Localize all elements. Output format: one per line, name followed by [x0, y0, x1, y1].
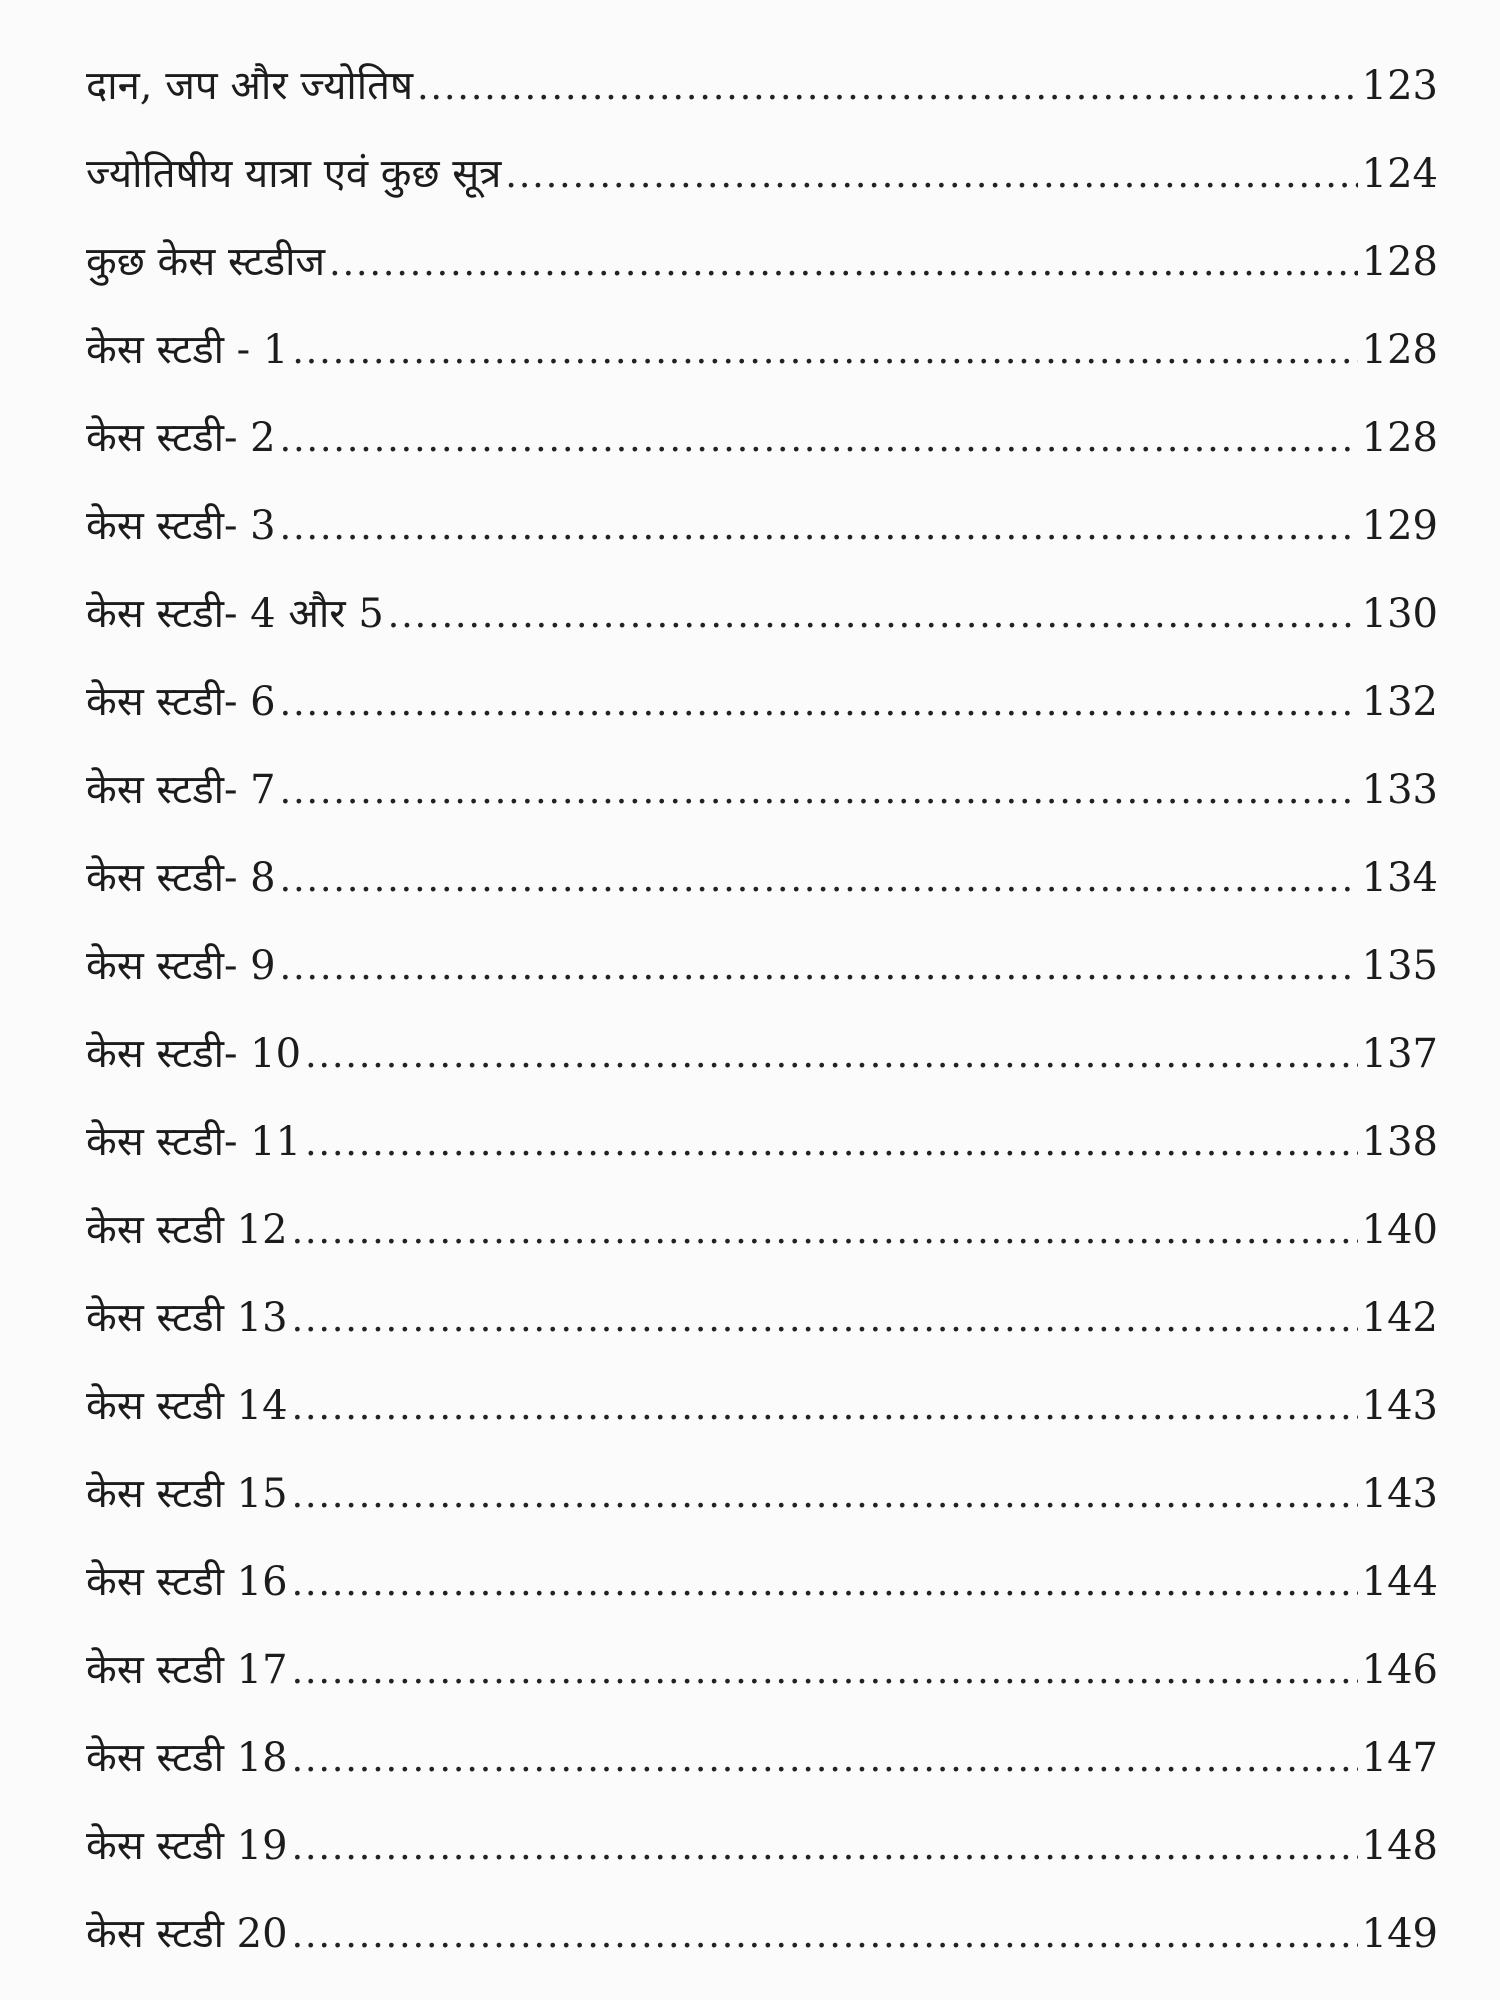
toc-entry: [86, 1890, 1438, 1978]
toc-entry: [86, 746, 1438, 834]
dot-leader: [505, 132, 1357, 220]
toc-entry-page: 130: [1361, 591, 1438, 637]
toc-entry-title: केस स्टडी 15: [86, 1471, 288, 1517]
toc-entry-title: केस स्टडी- 3: [86, 503, 276, 549]
toc-entry: [86, 482, 1438, 570]
toc-entry-page: 148: [1361, 1823, 1438, 1869]
toc-entry-page: 128: [1361, 327, 1438, 373]
toc-entry: [86, 1274, 1438, 1362]
dot-leader: [280, 748, 1358, 836]
toc-entry-title: केस स्टडी 16: [86, 1559, 288, 1605]
toc-entry: [86, 218, 1438, 306]
dot-leader: [292, 1364, 1358, 1452]
toc-entry-title: केस स्टडी 20: [86, 1911, 288, 1957]
dot-leader: [305, 1100, 1358, 1188]
table-of-contents: [86, 42, 1438, 1978]
toc-entry: [86, 1626, 1438, 1714]
toc-entry-title: केस स्टडी - 1: [86, 327, 289, 373]
toc-entry-title: केस स्टडी 19: [86, 1823, 288, 1869]
toc-entry: [86, 394, 1438, 482]
toc-entry-page: 137: [1361, 1031, 1438, 1077]
toc-entry: [86, 1010, 1438, 1098]
toc-entry-title: केस स्टडी 13: [86, 1295, 288, 1341]
dot-leader: [292, 1716, 1358, 1804]
toc-entry: [86, 42, 1438, 130]
toc-entry-title: केस स्टडी- 2: [86, 415, 276, 461]
dot-leader: [292, 308, 1357, 396]
dot-leader: [292, 1540, 1358, 1628]
toc-entry-page: 138: [1361, 1119, 1438, 1165]
toc-entry-title: कुछ केस स्टडीज: [86, 239, 326, 285]
toc-entry-page: 140: [1361, 1207, 1438, 1253]
toc-entry: [86, 1450, 1438, 1538]
dot-leader: [388, 572, 1358, 660]
toc-entry: [86, 570, 1438, 658]
toc-entry: [86, 1186, 1438, 1274]
toc-entry-title: केस स्टडी 17: [86, 1647, 288, 1693]
toc-entry-page: 133: [1361, 767, 1438, 813]
toc-entry-title: केस स्टडी- 11: [86, 1119, 302, 1165]
dot-leader: [292, 1276, 1358, 1364]
toc-entry-page: 134: [1361, 855, 1438, 901]
dot-leader: [280, 836, 1358, 924]
dot-leader: [292, 1452, 1358, 1540]
toc-entry: [86, 658, 1438, 746]
toc-entry-page: 144: [1361, 1559, 1438, 1605]
toc-entry-page: 143: [1361, 1471, 1438, 1517]
toc-entry-page: 123: [1361, 63, 1438, 109]
dot-leader: [280, 484, 1358, 572]
toc-entry-title: केस स्टडी- 8: [86, 855, 276, 901]
toc-entry-title: दान, जप और ज्योतिष: [86, 63, 414, 109]
toc-entry-title: ज्योतिषीय यात्रा एवं कुछ सूत्र: [86, 151, 502, 197]
toc-entry: [86, 1098, 1438, 1186]
toc-entry-page: 149: [1361, 1911, 1438, 1957]
toc-entry-page: 128: [1361, 239, 1438, 285]
toc-entry: [86, 1538, 1438, 1626]
toc-entry: [86, 1714, 1438, 1802]
toc-entry-title: केस स्टडी 12: [86, 1207, 288, 1253]
dot-leader: [292, 1892, 1358, 1980]
dot-leader: [305, 1012, 1358, 1100]
dot-leader: [280, 660, 1358, 748]
toc-entry-title: केस स्टडी- 4 और 5: [86, 591, 384, 637]
toc-entry: [86, 1362, 1438, 1450]
dot-leader: [292, 1804, 1358, 1892]
dot-leader: [329, 220, 1358, 308]
dot-leader: [280, 924, 1358, 1012]
toc-entry-title: केस स्टडी 18: [86, 1735, 288, 1781]
toc-entry-page: 142: [1361, 1295, 1438, 1341]
toc-entry-page: 128: [1361, 415, 1438, 461]
toc-entry-title: केस स्टडी- 9: [86, 943, 276, 989]
toc-entry-page: 132: [1361, 679, 1438, 725]
toc-entry: [86, 1802, 1438, 1890]
toc-entry-page: 135: [1361, 943, 1438, 989]
toc-entry: [86, 922, 1438, 1010]
toc-entry-page: 143: [1361, 1383, 1438, 1429]
toc-entry: [86, 130, 1438, 218]
toc-entry-title: केस स्टडी- 6: [86, 679, 276, 725]
toc-entry-title: केस स्टडी- 7: [86, 767, 276, 813]
dot-leader: [292, 1188, 1358, 1276]
toc-entry-title: केस स्टडी 14: [86, 1383, 288, 1429]
toc-entry-page: 147: [1361, 1735, 1438, 1781]
dot-leader: [292, 1628, 1358, 1716]
toc-entry: [86, 834, 1438, 922]
toc-entry-page: 129: [1361, 503, 1438, 549]
toc-entry-page: 146: [1361, 1647, 1438, 1693]
toc-entry-title: केस स्टडी- 10: [86, 1031, 302, 1077]
dot-leader: [417, 44, 1358, 132]
dot-leader: [280, 396, 1358, 484]
toc-entry: [86, 306, 1438, 394]
toc-entry-page: 124: [1361, 151, 1438, 197]
